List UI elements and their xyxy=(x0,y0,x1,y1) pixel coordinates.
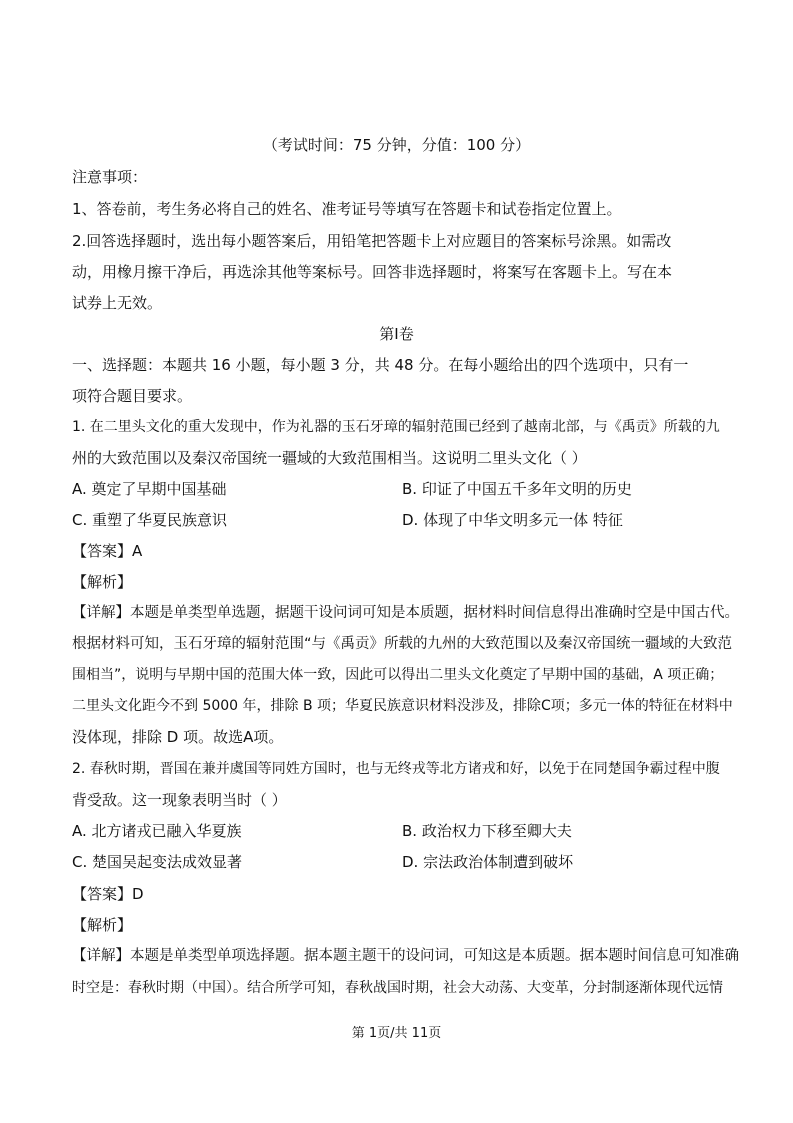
exam-info: （考试时间：75 分钟，分值：100 分） xyxy=(262,136,531,154)
question-1-option-c: C. 重塑了华夏民族意识 xyxy=(72,511,228,529)
question-1-detail-line-3: 围相当”，说明与早期中国的范围大体一致，因此可以得出二里头文化奠定了早期中国的基础，A 项正确； xyxy=(72,667,724,683)
question-2-answer: 【答案】D xyxy=(72,885,144,903)
question-1-option-a: A. 奠定了早期中国基础 xyxy=(72,480,227,498)
section-instruction-line-2: 项符合题目要求。 xyxy=(72,387,193,405)
notice-item-2-line-3: 试券上无效。 xyxy=(72,294,163,312)
question-1-stem-line-1: 1. 在二里头文化的重大发现中，作为礼器的玉石牙璋的辐射范围已经到了越南北部，与《禹贡》所载的九 xyxy=(72,419,720,435)
question-2-option-a: A. 北方诸戎已融入华夏族 xyxy=(72,822,242,840)
notice-item-2-line-1: 2.回答选择题时，选出每小题答案后，用铅笔把答题卡上对应题目的答案标号涂黑。如需改 xyxy=(72,232,672,250)
question-1-detail-line-4: 二里头文化距今不到 5000 年，排除 B 项；华夏民族意识材料没涉及，排除C项；多元一体的特征在材料中 xyxy=(72,698,733,714)
question-2-option-c: C. 楚国吴起变法成效显著 xyxy=(72,853,243,871)
question-2-stem-line-1: 2. 春秋时期，晋国在兼并虞国等同姓方国时，也与无终戎等北方诸戎和好，以免于在同楚国争霸过程中腹 xyxy=(72,761,720,777)
section-instruction-line-1: 一、选择题：本题共 16 小题，每小题 3 分，共 48 分。在每小题给出的四个选项中，只有一 xyxy=(72,356,689,374)
notice-item-1: 1、答卷前，考生务必将自己的姓名、准考证号等填写在答题卡和试卷指定位置上。 xyxy=(72,200,622,218)
question-2-detail-line-1: 【详解】本题是单类型单项选择题。据本题主题干的设问词，可知这是本质题。据本题时间信息可知准确 xyxy=(72,948,739,964)
notice-item-2-line-2: 动，用橡月擦干净后，再选涂其他等案标号。回答非选择题时，将案写在客题卡上。写在本 xyxy=(72,263,673,281)
question-1-option-d: D. 体现了中华文明多元一体 特征 xyxy=(402,511,623,529)
question-2-option-b: B. 政治权力下移至卿大夫 xyxy=(402,822,572,840)
question-2-detail-line-2: 时空是：春秋时期（中国）。结合所学可知，春秋战国时期，社会大动荡、大变革，分封制逐渐体现代远情 xyxy=(72,980,723,996)
notice-title: 注意事项： xyxy=(72,168,148,186)
question-2-option-d: D. 宗法政治体制遭到破坏 xyxy=(402,853,574,871)
question-1-stem-line-2: 州的大致范围以及秦汉帝国统一疆域的大致范围相当。这说明二里头文化（ ） xyxy=(72,449,587,467)
question-1-analysis-label: 【解析】 xyxy=(72,573,133,591)
page-footer: 第 1页/共 11页 xyxy=(351,1026,442,1041)
question-2-analysis-label: 【解析】 xyxy=(72,916,133,934)
volume-title: 第Ⅰ卷 xyxy=(379,325,414,343)
question-2-stem-line-2: 背受敌。这一现象表明当时（ ） xyxy=(72,791,287,809)
question-1-option-b: B. 印证了中国五千多年文明的历史 xyxy=(402,480,632,498)
question-1-answer: 【答案】A xyxy=(72,542,143,560)
question-1-detail-line-2: 根据材料可知，玉石牙璋的辐射范围“与《禹贡》所载的九州的大致范围以及秦汉帝国统一疆域的大致范 xyxy=(72,636,733,652)
question-1-detail-line-1: 【详解】本题是单类型单选题，据题干设问词可知是本质题，据材料时间信息得出准确时空是中国古代。 xyxy=(72,605,739,621)
question-1-detail-line-5: 没体现，排除 D 项。故选A项。 xyxy=(72,728,284,746)
